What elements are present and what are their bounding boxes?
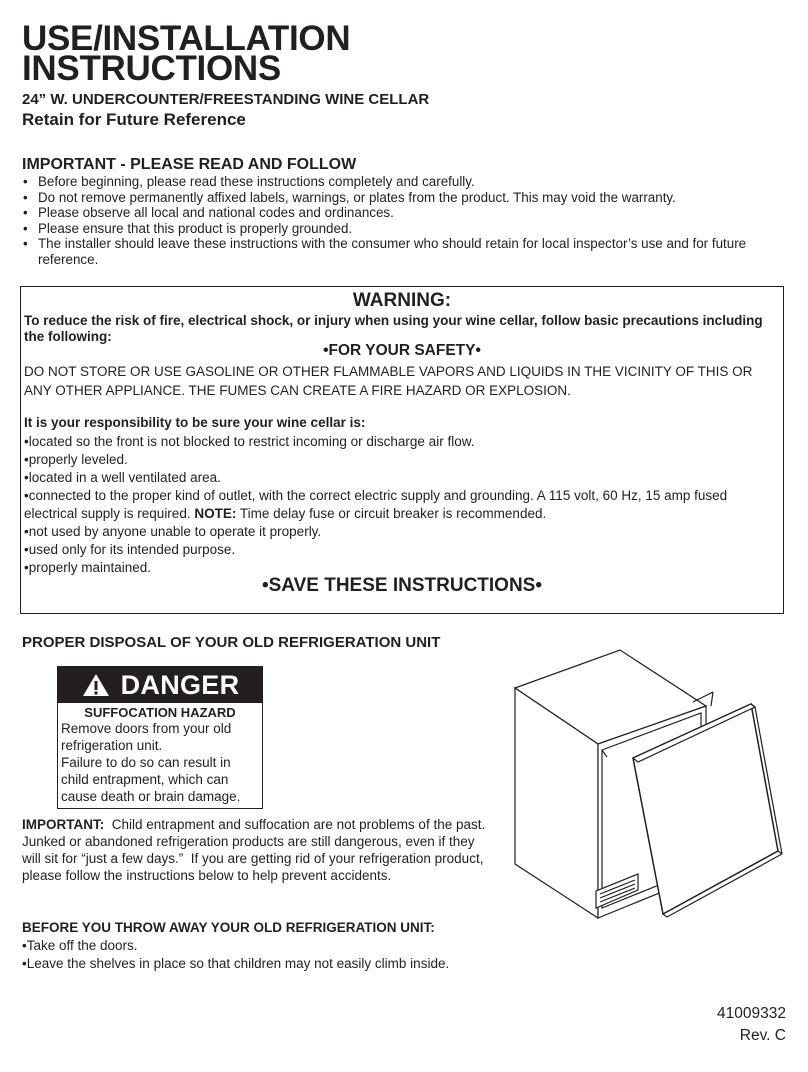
list-item: • Please ensure that this product is properly grounded. bbox=[22, 221, 782, 237]
danger-body: Remove doors from your old refrigeration unit. Failure to do so can result in child entrapment, which can cause death or brain damage. bbox=[61, 721, 241, 804]
important-list bbox=[22, 174, 782, 267]
warning-triangle-icon bbox=[81, 672, 111, 698]
important-label: IMPORTANT: bbox=[22, 817, 105, 832]
wine-cellar-illustration bbox=[508, 646, 786, 921]
list-item: • Do not remove permanently affixed labels, warnings, or plates from the product. This may void the warranty. bbox=[22, 190, 782, 206]
list-item: • properly leveled. bbox=[24, 451, 782, 469]
list-item: • The installer should leave these instructions with the consumer who should retain for local inspector’s use and for future reference. bbox=[22, 236, 782, 267]
responsibility-list bbox=[24, 433, 782, 577]
list-item: • used only for its intended purpose. bbox=[24, 541, 782, 559]
list-item-outlet bbox=[24, 487, 782, 523]
product-subtitle: 24” W. UNDERCOUNTER/FREESTANDING WINE CELLAR bbox=[22, 91, 430, 108]
danger-subtitle: SUFFOCATION HAZARD bbox=[84, 705, 236, 720]
safety-text: DO NOT STORE OR USE GASOLINE OR OTHER FLAMMABLE VAPORS AND LIQUIDS IN THE VICINITY OF THIS OR ANY OTHER APPLIANCE. THE FUMES CAN CREATE A FIRE HAZARD OR EXPLOSION. bbox=[24, 364, 753, 398]
list-item: • Please observe all local and national codes and ordinances. bbox=[22, 205, 782, 221]
important-heading: IMPORTANT - PLEASE READ AND FOLLOW bbox=[22, 156, 357, 173]
note-text: Time delay fuse or circuit breaker is recommended. bbox=[236, 506, 547, 521]
safety-heading: •FOR YOUR SAFETY• bbox=[323, 342, 481, 359]
document-title bbox=[22, 19, 351, 88]
before-heading: BEFORE YOU THROW AWAY YOUR OLD REFRIGERATION UNIT: bbox=[22, 920, 435, 935]
document-number: 41009332 bbox=[717, 1005, 786, 1022]
save-instructions: •SAVE THESE INSTRUCTIONS• bbox=[261, 575, 543, 596]
before-list bbox=[22, 937, 449, 973]
note-label: NOTE: bbox=[194, 506, 237, 521]
disposal-heading: PROPER DISPOSAL OF YOUR OLD REFRIGERATION UNIT bbox=[22, 634, 441, 651]
title-line-2: INSTRUCTIONS bbox=[22, 49, 281, 88]
danger-header bbox=[58, 667, 262, 703]
warning-intro: To reduce the risk of fire, electrical shock, or injury when using your wine cellar, follow basic precautions including the following: bbox=[24, 313, 763, 344]
list-item: • properly maintained. bbox=[24, 559, 782, 577]
important-paragraph bbox=[22, 816, 492, 884]
title-line-1: USE/INSTALLATION bbox=[22, 19, 351, 58]
danger-label bbox=[57, 666, 263, 809]
warning-title: WARNING: bbox=[352, 290, 452, 311]
outlet-text: connected to the proper kind of outlet, with the correct electric supply and grounding. A 115 volt, 60 Hz, 15 amp fused electrical supply is required. bbox=[24, 488, 728, 521]
danger-word: DANGER bbox=[120, 669, 240, 700]
list-item: • located so the front is not blocked to restrict incoming or discharge air flow. bbox=[24, 433, 782, 451]
document-number-block bbox=[717, 1003, 786, 1047]
list-item: • Before beginning, please read these instructions completely and carefully. bbox=[22, 174, 782, 190]
list-item: • not used by anyone unable to operate it properly. bbox=[24, 523, 782, 541]
responsibility-heading: It is your responsibility to be sure your wine cellar is: bbox=[24, 415, 366, 430]
list-item: • Take off the doors. bbox=[22, 937, 449, 955]
list-item: • Leave the shelves in place so that children may not easily climb inside. bbox=[22, 955, 449, 973]
important-text: Child entrapment and suffocation are not problems of the past. Junked or abandoned refrigeration products are still dangerous, even if they will sit for “just a few days.” If you are getting rid of your refrigeration product, please follow the instructions below to help prevent accidents. bbox=[22, 817, 493, 883]
retain-note: Retain for Future Reference bbox=[22, 110, 246, 129]
warning-box bbox=[20, 286, 784, 614]
revision: Rev. C bbox=[739, 1027, 786, 1044]
list-item: • located in a well ventilated area. bbox=[24, 469, 782, 487]
